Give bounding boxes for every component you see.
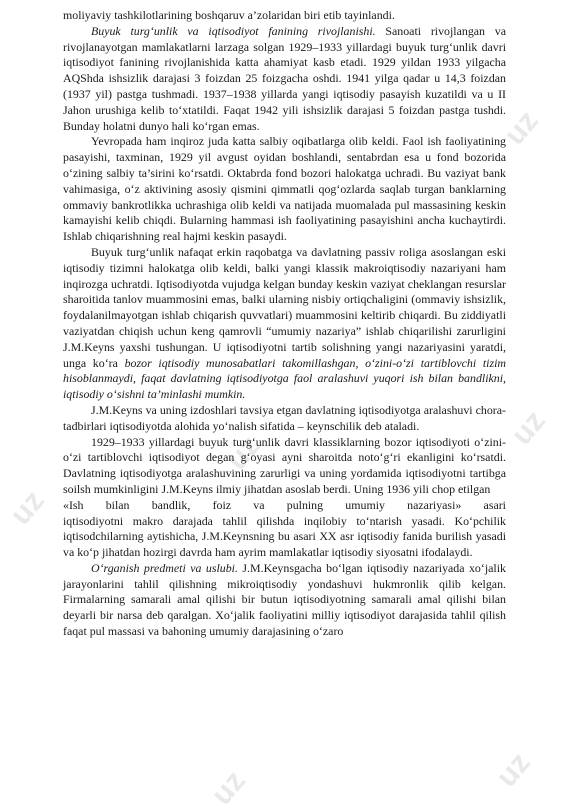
book-title-line	[63, 498, 506, 514]
emphasis-text: bozor iqtisodiy munosabatlari takomillashgan, o‘zini-o‘zi tartiblovchi tizim hisoblanmaydi, faqat davlatning iqtisodiyotga faol aralashuvi yuqori ish bilan bandlikni, iqtisodiy o‘sishni ta’minlashi mumkin.	[63, 355, 506, 402]
paragraph-continuation	[63, 8, 506, 24]
watermark: uz	[205, 764, 252, 812]
book-title: «Ish bilan bandlik, foiz va pulning umumiy nazariyasi» asari	[63, 497, 506, 512]
paragraph-text: iqtisodiyotni makro darajada tahlil qilishda inqilobiy to‘ntarish yasadi. Ko‘pchilik iqtisodchilarning aytishicha, J.M.Keynsning bu asari XX asr iqtisodiy fanida burilish yasadi va ko‘p jihatdan hozirgi davrda ham ayrim mamlakatlar iqtisodiy siyosatni ifodalaydi.	[63, 513, 506, 560]
paragraph-classics	[63, 435, 506, 498]
paragraph-text: Buyuk turg‘unlik nafaqat erkin raqobatga va davlatning passiv roliga asoslangan eski iqtisodiy tizimni halokatga olib keldi, balki yangi klassik makroiqtisodiy nazariyani ham inqirozga uchratdi. Iqtisodiyotda vujudga kelgan bunday keskin vaziyat cheklangan resurslar sharoitida tanlov muammosini emas, balki ularning nisbiy ortiqchaligini (ommaviy ishsizlik, foydalanilmayotgan ishlab chiqarish quvvatlari) muammosini keltirib chiqardi. Bu ziddiyatli vaziyatdan chiqish uchun keng qamrovli “umumiy nazariya” ishlab chiqarilishi zarurligini J.M.Keyns yaxshi tushungan. U iqtisodiyotni tartib solishning yangi nazariyasini yaratdi, unga ko‘ra	[63, 244, 506, 370]
paragraph-text: 1929–1933 yillardagi buyuk turg‘unlik davri klassiklarning bozor iqtisodiyoti o‘zini-o‘zi tartiblovchi iqtisodiyot degan g‘oyasi ayni sharoitda noto‘g‘ri ekanligini ko‘rsatdi. Davlatning iqtisodiyotga aralashuvining zarurligi va uning yordamida iqtisodiyotni tartibga soilsh mumkinligini J.M.Keyns ilmiy jihatdan asoslab berdi. Uning 1936 yili chop etilgan	[63, 434, 506, 496]
paragraph-text: J.M.Keynsgacha bo‘lgan iqtisodiy nazariyada xo‘jalik jarayonlarini tahlil qilishning mikroiqtisodiy yondashuvi hukmronlik qilib kelgan. Firmalarning samarali amal qilishi bir butun iqtisodiyotning samarali amal qilishi bilan deyarli bir narsa deb qaralgan. Xo‘jalik faoliyatini milliy iqtisodiyot darajasida tahlil qilish faqat pul massasi va bahoning umumiy darajasining o‘zaro	[63, 560, 506, 639]
paragraph-europe	[63, 134, 506, 245]
watermark: uz	[498, 104, 545, 152]
paragraph-macro-analysis	[63, 514, 506, 561]
watermark: uz	[490, 746, 537, 794]
paragraph-text: moliyaviy tashkilotlarining boshqaruv a’zolaridan biri etib tayinlandi.	[63, 8, 395, 22]
section-heading: Buyuk turg‘unlik va iqtisodiyot fanining rivojlanishi.	[91, 23, 376, 38]
document-page	[63, 8, 506, 640]
section-heading: O‘rganish predmeti va uslubi.	[91, 560, 238, 575]
paragraph-keynes-theory	[63, 245, 506, 403]
paragraph-subject-method	[63, 561, 506, 640]
watermark: uz	[4, 484, 51, 532]
paragraph-text: Sanoati rivojlangan va rivojlanayotgan mamlakatlarni larzaga solgan 1929–1933 yillardagi buyuk turg‘unlik davri iqtisodiyot fanining rivojlanishida katta ahamiyat kasb etadi. 1929 yildan 1933 yilgacha AQShda ishsizlik darajasi 3 foizdan 25 foizgacha oshdi. 1941 yilga qadar u 14,3 foizdan (1937 yil) pastga tushmadi. 1937–1938 yillarda yangi iqtisodiy pasayish kuzatildi va u II Jahon urushiga kelib to‘xtatildi. Faqat 1942 yili ishsizlik darajasi 5 foizdan pastga tushdi. Bunday holatni dunyo hali ko‘rgan emas.	[63, 23, 506, 133]
watermark: uz	[505, 404, 552, 452]
paragraph-text: J.M.Keyns va uning izdoshlari tavsiya etgan davlatning iqtisodiyotga aralashuvi chora-tadbirlari iqtisodiyotda alohida yo‘nalish sifatida – keynschilik deb ataladi.	[63, 402, 506, 433]
paragraph-keynesianism	[63, 403, 506, 435]
paragraph-great-depression	[63, 24, 506, 135]
watermark: uz	[220, 429, 267, 477]
paragraph-text: Yevropada ham inqiroz juda katta salbiy oqibatlarga olib keldi. Faol ish faoliyatining pasayishi, taxminan, 1929 yil avgust oyidan boshlandi, sentabrdan esa u fond bozorida o‘zining salbiy ta’sirini ko‘rsatdi. Oktabrda fond bozori halokatga uchradi. Bu vaziyat bank vahimasiga, o‘z aktivining asosiy qismini qimmatli qog‘ozlarda saqlab turgan banklarning ommaviy bankrotlikka uchrashiga olib keldi va natijada muomalada pul massasining keskin kamayishi kelib chiqdi. Bularning hammasi ish faoliyatining pasayishini ancha kuchaytirdi. Ishlab chiqarishning real hajmi keskin pasaydi.	[63, 134, 506, 244]
